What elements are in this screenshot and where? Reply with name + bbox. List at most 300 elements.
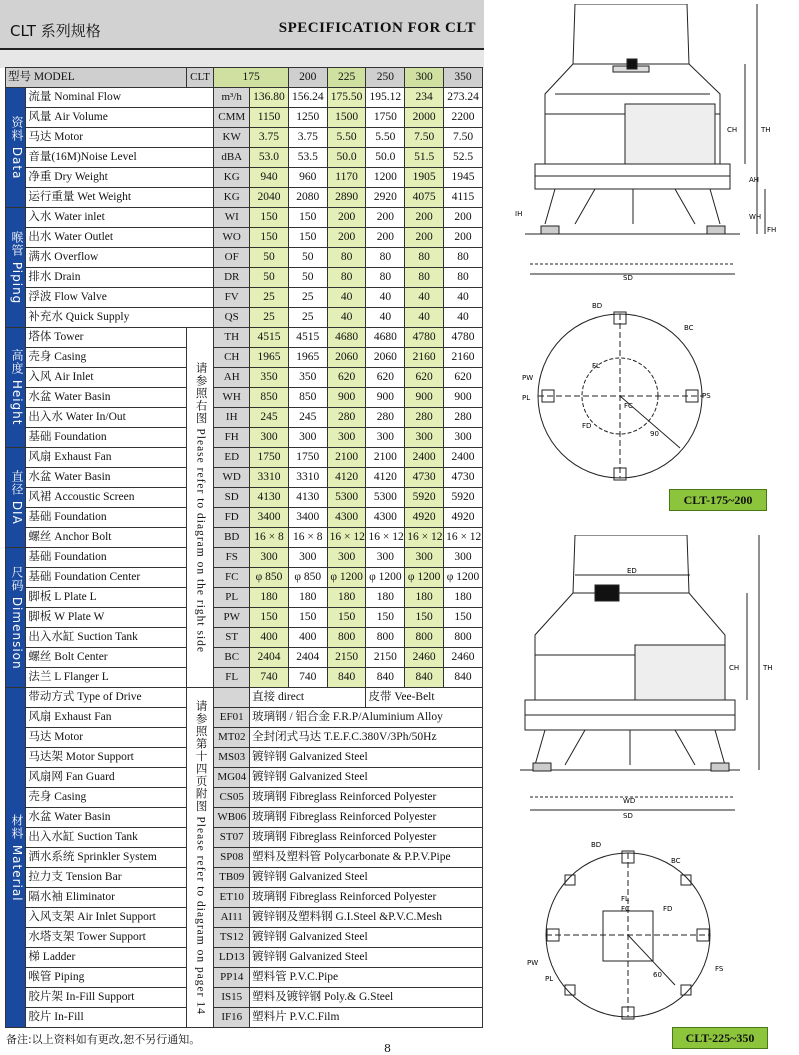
row-value: 350 [288, 368, 327, 388]
row-value: 50 [288, 268, 327, 288]
material-code: MS03 [214, 748, 250, 768]
row-value: 180 [327, 588, 366, 608]
row-value: φ 1200 [405, 568, 444, 588]
row-value: 4780 [444, 328, 483, 348]
row-value: 2400 [405, 448, 444, 468]
label-th-2: TH [763, 664, 773, 672]
row-value: 3400 [288, 508, 327, 528]
material-code: WB06 [214, 808, 250, 828]
row-value: 300 [288, 548, 327, 568]
row-value: 25 [250, 308, 289, 328]
material-row [6, 748, 483, 768]
plan-diagram-225-350 [525, 835, 735, 1030]
row-value: 1750 [366, 108, 405, 128]
row-value: 300 [327, 428, 366, 448]
row-value: 245 [250, 408, 289, 428]
row-name: 出水 Water Outlet [26, 228, 214, 248]
row-value: 200 [366, 228, 405, 248]
label-bc-2: BC [671, 857, 681, 865]
row-value: 740 [288, 668, 327, 688]
material-row [6, 868, 483, 888]
row-name: 净重 Dry Weight [26, 168, 214, 188]
row-value: 800 [327, 628, 366, 648]
row-value: 16 × 8 [288, 528, 327, 548]
row-value: 200 [444, 208, 483, 228]
material-row [6, 788, 483, 808]
row-name: 出入水 Water In/Out [26, 408, 186, 428]
material-code: MT02 [214, 728, 250, 748]
row-value: 1750 [250, 448, 289, 468]
row-value: 960 [288, 168, 327, 188]
material-row [6, 968, 483, 988]
model-row [6, 68, 483, 88]
material-row [6, 1008, 483, 1028]
row-value: 850 [250, 388, 289, 408]
row-value: 4680 [327, 328, 366, 348]
row-value: 4730 [405, 468, 444, 488]
row-name: 风扇 Exhaust Fan [26, 448, 186, 468]
row-unit: KW [214, 128, 250, 148]
label-fh: FH [767, 226, 777, 234]
material-name: 水盆 Water Basin [26, 808, 186, 828]
row-value: 40 [405, 288, 444, 308]
row-value: 3.75 [250, 128, 289, 148]
row-value: 2404 [288, 648, 327, 668]
material-desc: 玻璃钢 Fibreglass Reinforced Polyester [250, 828, 483, 848]
row-value: 53.5 [288, 148, 327, 168]
spec-table [5, 67, 483, 1028]
spec-row [6, 408, 483, 428]
material-code: ET10 [214, 888, 250, 908]
row-value: 840 [327, 668, 366, 688]
row-unit: FH [214, 428, 250, 448]
row-value: 1905 [405, 168, 444, 188]
material-name: 洒水系统 Sprinkler System [26, 848, 186, 868]
drive-row [6, 688, 483, 708]
label-fl-2: FL [621, 895, 629, 903]
row-value: 740 [250, 668, 289, 688]
material-desc: 镀锌钢 Galvanized Steel [250, 748, 483, 768]
row-value: 900 [327, 388, 366, 408]
row-unit: PL [214, 588, 250, 608]
material-name: 胶片 In-Fill [26, 1008, 186, 1028]
row-name: 浮波 Flow Valve [26, 288, 214, 308]
material-name: 隔水袖 Eliminator [26, 888, 186, 908]
row-value: 7.50 [444, 128, 483, 148]
note-page14 [186, 688, 214, 1028]
row-value: 300 [288, 428, 327, 448]
spec-row [6, 528, 483, 548]
category-dia [6, 448, 26, 548]
model-value: 175 [214, 68, 289, 88]
row-value: 50.0 [366, 148, 405, 168]
row-name: 水盆 Water Basin [26, 388, 186, 408]
spec-row [6, 468, 483, 488]
material-name: 胶片架 In-Fill Support [26, 988, 186, 1008]
row-unit: OF [214, 248, 250, 268]
material-row [6, 848, 483, 868]
row-value: 25 [250, 288, 289, 308]
row-value: 280 [327, 408, 366, 428]
row-value: 2000 [405, 108, 444, 128]
row-unit: KG [214, 188, 250, 208]
spec-row [6, 108, 483, 128]
row-value: 3310 [288, 468, 327, 488]
header-title-cn: CLT 系列规格 [10, 22, 101, 40]
row-name: 马达 Motor [26, 128, 214, 148]
row-value: 1965 [288, 348, 327, 368]
row-value: 300 [366, 428, 405, 448]
row-value: 2150 [327, 648, 366, 668]
row-value: 16 × 8 [250, 528, 289, 548]
elevation-diagram-225-350 [515, 535, 795, 825]
material-row [6, 948, 483, 968]
row-value: 40 [444, 288, 483, 308]
category-material [6, 688, 26, 1028]
row-value: 1965 [250, 348, 289, 368]
material-desc: 镀锌钢 Galvanized Steel [250, 868, 483, 888]
row-unit: ST [214, 628, 250, 648]
row-value: 1945 [444, 168, 483, 188]
row-name: 运行重量 Wet Weight [26, 188, 214, 208]
row-value: 1250 [288, 108, 327, 128]
label-th: TH [761, 126, 771, 134]
row-value: 2400 [444, 448, 483, 468]
row-value: 350 [250, 368, 289, 388]
label-fc: FC [624, 402, 633, 410]
material-code: MG04 [214, 768, 250, 788]
row-name: 出入水缸 Suction Tank [26, 628, 186, 648]
row-value: 16 × 12 [327, 528, 366, 548]
row-value: 2890 [327, 188, 366, 208]
row-value: 200 [327, 228, 366, 248]
row-value: 40 [366, 308, 405, 328]
row-value: 80 [327, 268, 366, 288]
row-name: 风量 Air Volume [26, 108, 214, 128]
row-value: 2404 [250, 648, 289, 668]
row-value: 4300 [327, 508, 366, 528]
spec-row [6, 228, 483, 248]
material-desc: 镀锌钢 Galvanized Steel [250, 948, 483, 968]
row-unit: CH [214, 348, 250, 368]
row-value: 50 [250, 268, 289, 288]
category-material-text: 材料 Material [10, 813, 24, 902]
note-right-side-text: 请参照右图 Please refer to diagram on the right side [194, 362, 207, 653]
row-value: 52.5 [444, 148, 483, 168]
label-bd-2: BD [591, 841, 602, 849]
page-header [0, 0, 484, 50]
row-value: 2460 [405, 648, 444, 668]
row-name: 音量(16M)Noise Level [26, 148, 214, 168]
label-bd: BD [592, 302, 603, 310]
row-value: φ 850 [288, 568, 327, 588]
row-value: 4680 [366, 328, 405, 348]
row-value: 300 [250, 548, 289, 568]
row-value: 40 [444, 308, 483, 328]
row-value: 4515 [250, 328, 289, 348]
note-right-side [186, 328, 214, 688]
material-desc: 玻璃钢 Fibreglass Reinforced Polyester [250, 888, 483, 908]
category-data-text: 资料 Data [10, 115, 24, 180]
row-value: 50 [288, 248, 327, 268]
row-value: 2060 [327, 348, 366, 368]
row-name: 入风 Air Inlet [26, 368, 186, 388]
row-name: 脚板 L Plate L [26, 588, 186, 608]
material-code: SP08 [214, 848, 250, 868]
model-label: 型号 MODEL [6, 68, 187, 88]
row-value: 40 [327, 288, 366, 308]
row-value: 800 [405, 628, 444, 648]
row-value: 80 [366, 268, 405, 288]
drive-belt: 皮带 Vee-Belt [366, 688, 483, 708]
row-value: 400 [250, 628, 289, 648]
row-value: 180 [444, 588, 483, 608]
row-value: 150 [288, 608, 327, 628]
spec-row [6, 548, 483, 568]
label-pw-2: PW [527, 959, 539, 967]
row-value: 280 [366, 408, 405, 428]
row-value: 280 [405, 408, 444, 428]
row-unit: TH [214, 328, 250, 348]
row-unit: FD [214, 508, 250, 528]
row-value: 900 [366, 388, 405, 408]
label-wh: WH [749, 213, 762, 221]
row-value: 2160 [405, 348, 444, 368]
row-value: 245 [288, 408, 327, 428]
drive-name: 带动方式 Type of Drive [26, 688, 186, 708]
category-data [6, 88, 26, 208]
row-value: 150 [250, 228, 289, 248]
material-desc: 镀锌钢 Galvanized Steel [250, 768, 483, 788]
row-value: 1500 [327, 108, 366, 128]
row-value: 300 [366, 548, 405, 568]
model-value: 250 [366, 68, 405, 88]
row-value: 840 [444, 668, 483, 688]
material-name: 入风支架 Air Inlet Support [26, 908, 186, 928]
row-value: 3400 [250, 508, 289, 528]
material-name: 风扇网 Fan Guard [26, 768, 186, 788]
category-height [6, 328, 26, 448]
row-value: 900 [405, 388, 444, 408]
row-value: 800 [366, 628, 405, 648]
category-piping [6, 208, 26, 328]
row-value: 156.24 [288, 88, 327, 108]
label-ch: CH [727, 126, 738, 134]
row-name: 基础 Foundation [26, 428, 186, 448]
material-code: IF16 [214, 1008, 250, 1028]
row-value: 150 [250, 608, 289, 628]
row-value: 300 [444, 548, 483, 568]
material-name: 风扇 Exhaust Fan [26, 708, 186, 728]
row-value: 300 [444, 428, 483, 448]
label-pl-2: PL [545, 975, 554, 983]
row-value: 175.50 [327, 88, 366, 108]
row-value: 400 [288, 628, 327, 648]
row-value: 50.0 [327, 148, 366, 168]
row-value: 2160 [444, 348, 483, 368]
spec-row [6, 388, 483, 408]
row-value: 234 [405, 88, 444, 108]
spec-row [6, 188, 483, 208]
model-unit: CLT [186, 68, 214, 88]
spec-row [6, 248, 483, 268]
row-value: 850 [288, 388, 327, 408]
row-unit: dBA [214, 148, 250, 168]
material-name: 喉管 Piping [26, 968, 186, 988]
category-dia-text: 直径 DIA [10, 470, 24, 525]
material-code: EF01 [214, 708, 250, 728]
material-desc: 玻璃钢 / 铝合金 F.R.P/Aluminium Alloy [250, 708, 483, 728]
label-fl: FL [592, 362, 600, 370]
row-value: 150 [327, 608, 366, 628]
row-value: 5300 [327, 488, 366, 508]
row-value: 2100 [327, 448, 366, 468]
label-ah: AH [749, 176, 760, 184]
row-name: 螺丝 Bolt Center [26, 648, 186, 668]
row-name: 基础 Foundation [26, 508, 186, 528]
row-value: 180 [250, 588, 289, 608]
spec-row [6, 428, 483, 448]
row-value: 53.0 [250, 148, 289, 168]
material-code: CS05 [214, 788, 250, 808]
category-dimension-text: 尺码 Dimension [10, 565, 24, 670]
label-pw: PW [522, 374, 534, 382]
spec-row [6, 208, 483, 228]
row-unit: PW [214, 608, 250, 628]
spec-row [6, 508, 483, 528]
spec-row [6, 628, 483, 648]
row-value: 4120 [327, 468, 366, 488]
row-name: 壳身 Casing [26, 348, 186, 368]
row-value: φ 1200 [444, 568, 483, 588]
row-value: 2150 [366, 648, 405, 668]
row-unit: SD [214, 488, 250, 508]
row-value: 150 [288, 208, 327, 228]
row-value: 180 [288, 588, 327, 608]
row-value: 800 [444, 628, 483, 648]
row-value: 5.50 [366, 128, 405, 148]
spec-row [6, 648, 483, 668]
row-value: 4130 [250, 488, 289, 508]
row-value: 4130 [288, 488, 327, 508]
row-unit: FV [214, 288, 250, 308]
material-code: LD13 [214, 948, 250, 968]
material-row [6, 988, 483, 1008]
row-value: 4300 [366, 508, 405, 528]
material-desc: 玻璃钢 Fibreglass Reinforced Polyester [250, 788, 483, 808]
row-value: 80 [444, 248, 483, 268]
category-dimension [6, 548, 26, 688]
row-value: 180 [366, 588, 405, 608]
spec-row [6, 668, 483, 688]
row-value: 50 [250, 248, 289, 268]
material-name: 出入水缸 Suction Tank [26, 828, 186, 848]
row-unit: IH [214, 408, 250, 428]
row-unit: WI [214, 208, 250, 228]
row-value: 620 [405, 368, 444, 388]
spec-row [6, 88, 483, 108]
label-ih: IH [515, 210, 523, 218]
row-value: 2080 [288, 188, 327, 208]
material-desc: 全封闭式马达 T.E.F.C.380V/3Ph/50Hz [250, 728, 483, 748]
row-value: 4120 [366, 468, 405, 488]
model-value: 225 [327, 68, 366, 88]
header-title-en: SPECIFICATION FOR CLT [278, 20, 476, 36]
label-pl: PL [522, 394, 531, 402]
row-value: 273.24 [444, 88, 483, 108]
spec-row [6, 308, 483, 328]
row-unit: BC [214, 648, 250, 668]
spec-row [6, 288, 483, 308]
row-value: 4780 [405, 328, 444, 348]
row-value: 620 [366, 368, 405, 388]
row-value: 150 [250, 208, 289, 228]
row-value: 4115 [444, 188, 483, 208]
row-value: 136.80 [250, 88, 289, 108]
row-value: 2060 [366, 348, 405, 368]
row-unit: FC [214, 568, 250, 588]
row-unit: CMM [214, 108, 250, 128]
material-code: AI11 [214, 908, 250, 928]
row-value: φ 850 [250, 568, 289, 588]
row-value: 5920 [444, 488, 483, 508]
material-code: PP14 [214, 968, 250, 988]
row-value: 150 [444, 608, 483, 628]
row-value: 2200 [444, 108, 483, 128]
row-name: 补充水 Quick Supply [26, 308, 214, 328]
material-desc: 塑料片 P.V.C.Film [250, 1008, 483, 1028]
row-value: 80 [327, 248, 366, 268]
model-label-175-200: CLT-175~200 [669, 489, 767, 511]
row-name: 螺丝 Anchor Bolt [26, 528, 186, 548]
row-name: 流量 Nominal Flow [26, 88, 214, 108]
material-name: 水塔支架 Tower Support [26, 928, 186, 948]
row-value: 2460 [444, 648, 483, 668]
row-value: 2920 [366, 188, 405, 208]
spec-row [6, 148, 483, 168]
material-code: ST07 [214, 828, 250, 848]
row-value: 25 [288, 308, 327, 328]
drive-direct: 直接 direct [250, 688, 366, 708]
category-height-text: 高度 Height [10, 349, 24, 426]
page-number: 8 [384, 1042, 391, 1055]
row-name: 法兰 L Flanger L [26, 668, 186, 688]
row-value: φ 1200 [366, 568, 405, 588]
spec-row [6, 348, 483, 368]
spec-row [6, 128, 483, 148]
material-desc: 塑料及塑料管 Polycarbonate & P.P.V.Pipe [250, 848, 483, 868]
row-value: 1200 [366, 168, 405, 188]
row-value: 7.50 [405, 128, 444, 148]
spec-row [6, 588, 483, 608]
label-sd-2: SD [623, 812, 633, 820]
material-row [6, 888, 483, 908]
material-row [6, 908, 483, 928]
material-row [6, 808, 483, 828]
row-value: 200 [327, 208, 366, 228]
material-row [6, 828, 483, 848]
row-name: 排水 Drain [26, 268, 214, 288]
row-value: 300 [405, 548, 444, 568]
row-value: 5920 [405, 488, 444, 508]
spec-row [6, 568, 483, 588]
row-value: 195.12 [366, 88, 405, 108]
row-value: 150 [288, 228, 327, 248]
row-name: 塔体 Tower [26, 328, 186, 348]
row-value: 940 [250, 168, 289, 188]
row-value: 300 [327, 548, 366, 568]
row-name: 基础 Foundation Center [26, 568, 186, 588]
